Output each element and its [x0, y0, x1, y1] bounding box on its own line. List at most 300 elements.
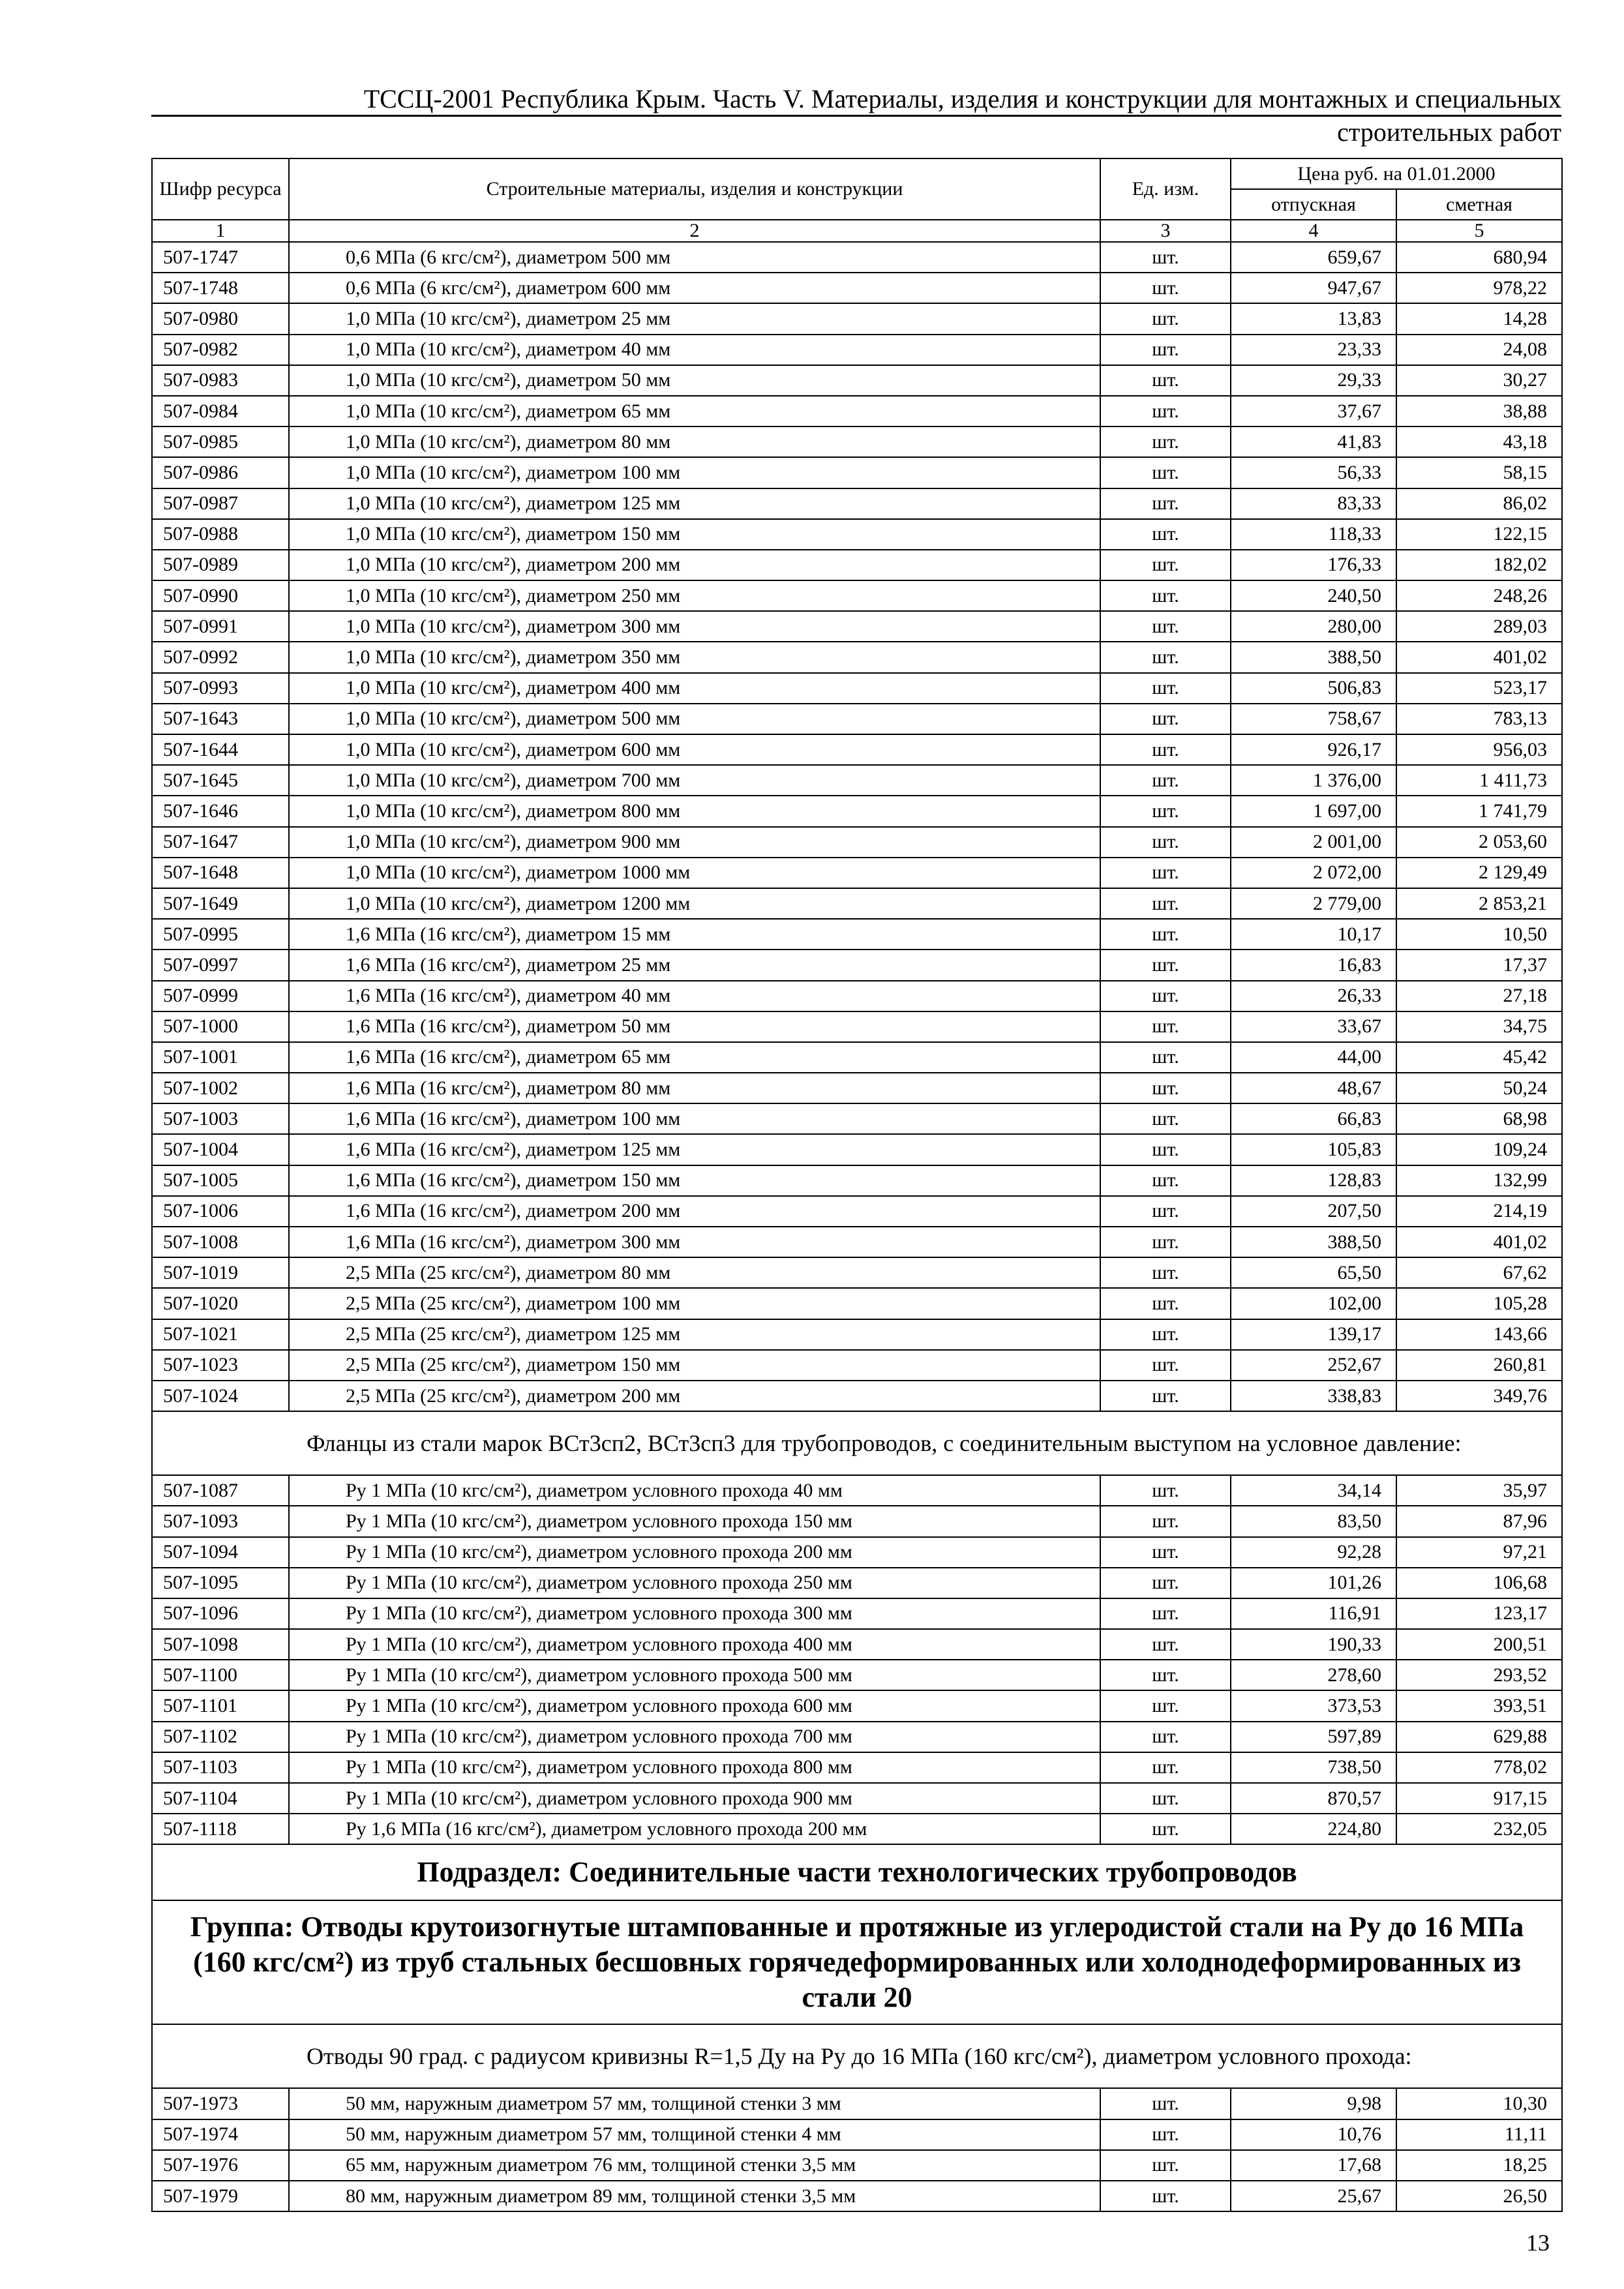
unit: шт.: [1100, 1134, 1231, 1165]
material-name: 1,6 МПа (16 кгс/см²), диаметром 100 мм: [289, 1103, 1100, 1134]
release-price: 29,33: [1231, 365, 1396, 396]
unit: шт.: [1100, 1598, 1231, 1629]
release-price: 926,17: [1231, 734, 1396, 765]
resource-code: 507-1748: [152, 273, 289, 303]
resource-code: 507-1093: [152, 1506, 289, 1536]
release-price: 25,67: [1231, 2181, 1396, 2211]
resource-code: 507-1006: [152, 1196, 289, 1227]
unit: шт.: [1100, 642, 1231, 672]
release-price: 1 376,00: [1231, 765, 1396, 796]
release-price: 101,26: [1231, 1568, 1396, 1598]
estimate-price: 349,76: [1396, 1381, 1562, 1411]
estimate-price: 248,26: [1396, 580, 1562, 611]
resource-code: 507-0991: [152, 611, 289, 642]
material-name: 1,0 МПа (10 кгс/см²), диаметром 800 мм: [289, 796, 1100, 826]
table-row: [152, 396, 1562, 426]
material-name: Ру 1 МПа (10 кгс/см²), диаметром условного прохода 250 мм: [289, 1568, 1100, 1598]
estimate-price: 917,15: [1396, 1783, 1562, 1814]
release-price: 44,00: [1231, 1042, 1396, 1073]
unit: шт.: [1100, 919, 1231, 950]
col-head-code: Шифр ресурса: [152, 158, 289, 220]
estimate-price: 109,24: [1396, 1134, 1562, 1165]
release-price: 102,00: [1231, 1288, 1396, 1319]
resource-code: 507-1645: [152, 765, 289, 796]
unit: шт.: [1100, 1319, 1231, 1350]
estimate-price: 35,97: [1396, 1475, 1562, 1506]
table-row: [152, 2088, 1562, 2119]
table-row: [152, 1350, 1562, 1381]
estimate-price: 123,17: [1396, 1598, 1562, 1629]
unit: шт.: [1100, 611, 1231, 642]
unit: шт.: [1100, 1783, 1231, 1814]
material-name: 1,0 МПа (10 кгс/см²), диаметром 150 мм: [289, 519, 1100, 550]
resource-code: 507-0984: [152, 396, 289, 426]
table-row: [152, 765, 1562, 796]
estimate-price: 143,66: [1396, 1319, 1562, 1350]
material-name: 1,0 МПа (10 кгс/см²), диаметром 900 мм: [289, 827, 1100, 858]
table-row: [152, 888, 1562, 919]
table-row: [152, 1073, 1562, 1103]
table-row: [152, 1568, 1562, 1598]
resource-code: 507-1020: [152, 1288, 289, 1319]
table-row: [152, 242, 1562, 273]
material-name: 1,6 МПа (16 кгс/см²), диаметром 200 мм: [289, 1196, 1100, 1227]
estimate-price: 680,94: [1396, 242, 1562, 273]
table-row: [152, 303, 1562, 334]
release-price: 37,67: [1231, 396, 1396, 426]
release-price: 280,00: [1231, 611, 1396, 642]
table-row: [152, 1722, 1562, 1752]
release-price: 33,67: [1231, 1011, 1396, 1042]
estimate-price: 27,18: [1396, 981, 1562, 1011]
note-flanges: Фланцы из стали марок ВСт3сп2, ВСт3сп3 для трубопроводов, с соединительным выступом на условное давление:: [152, 1411, 1562, 1475]
resource-code: 507-1003: [152, 1103, 289, 1134]
col-head-price: Цена руб. на 01.01.2000: [1231, 158, 1562, 189]
unit: шт.: [1100, 981, 1231, 1011]
unit: шт.: [1100, 396, 1231, 426]
resource-code: 507-0987: [152, 488, 289, 519]
resource-code: 507-1008: [152, 1227, 289, 1257]
table-row: [152, 1227, 1562, 1257]
resource-code: 507-1646: [152, 796, 289, 826]
col-num-1: 1: [152, 220, 289, 242]
resource-code: 507-1101: [152, 1690, 289, 1721]
material-name: 1,6 МПа (16 кгс/см²), диаметром 300 мм: [289, 1227, 1100, 1257]
release-price: 83,50: [1231, 1506, 1396, 1536]
material-name: 1,0 МПа (10 кгс/см²), диаметром 40 мм: [289, 335, 1100, 365]
resource-code: 507-0983: [152, 365, 289, 396]
material-name: Ру 1 МПа (10 кгс/см²), диаметром условного прохода 800 мм: [289, 1752, 1100, 1783]
estimate-price: 106,68: [1396, 1568, 1562, 1598]
material-name: 1,6 МПа (16 кгс/см²), диаметром 25 мм: [289, 950, 1100, 980]
material-name: 1,0 МПа (10 кгс/см²), диаметром 1200 мм: [289, 888, 1100, 919]
material-name: 1,6 МПа (16 кгс/см²), диаметром 50 мм: [289, 1011, 1100, 1042]
estimate-price: 182,02: [1396, 550, 1562, 580]
table-headings: [152, 1844, 1562, 2088]
estimate-price: 68,98: [1396, 1103, 1562, 1134]
resource-code: 507-1100: [152, 1660, 289, 1690]
estimate-price: 58,15: [1396, 457, 1562, 488]
material-name: 1,0 МПа (10 кгс/см²), диаметром 500 мм: [289, 704, 1100, 734]
col-num-3: 3: [1100, 220, 1231, 242]
release-price: 207,50: [1231, 1196, 1396, 1227]
resource-code: 507-1747: [152, 242, 289, 273]
table-row: [152, 365, 1562, 396]
release-price: 9,98: [1231, 2088, 1396, 2119]
resource-code: 507-1002: [152, 1073, 289, 1103]
resource-code: 507-1974: [152, 2119, 289, 2150]
material-name: 80 мм, наружным диаметром 89 мм, толщиной стенки 3,5 мм: [289, 2181, 1100, 2211]
table-row: [152, 1103, 1562, 1134]
release-price: 17,68: [1231, 2150, 1396, 2181]
material-name: 0,6 МПа (6 кгс/см²), диаметром 500 мм: [289, 242, 1100, 273]
unit: шт.: [1100, 1196, 1231, 1227]
release-price: 224,80: [1231, 1814, 1396, 1844]
table-row: [152, 1506, 1562, 1536]
col-head-estimate: сметная: [1396, 189, 1562, 220]
material-name: 50 мм, наружным диаметром 57 мм, толщиной стенки 3 мм: [289, 2088, 1100, 2119]
table-row: [152, 673, 1562, 704]
resource-code: 507-1095: [152, 1568, 289, 1598]
resource-code: 507-0999: [152, 981, 289, 1011]
estimate-price: 43,18: [1396, 426, 1562, 457]
unit: шт.: [1100, 1288, 1231, 1319]
table-section-1: [152, 242, 1562, 1411]
material-name: Ру 1 МПа (10 кгс/см²), диаметром условного прохода 150 мм: [289, 1506, 1100, 1536]
material-name: 1,6 МПа (16 кгс/см²), диаметром 150 мм: [289, 1165, 1100, 1196]
material-name: 1,6 МПа (16 кгс/см²), диаметром 65 мм: [289, 1042, 1100, 1073]
page-header: [151, 83, 1561, 148]
material-name: 2,5 МПа (25 кгс/см²), диаметром 200 мм: [289, 1381, 1100, 1411]
estimate-price: 1 411,73: [1396, 765, 1562, 796]
unit: шт.: [1100, 1752, 1231, 1783]
material-name: 2,5 МПа (25 кгс/см²), диаметром 150 мм: [289, 1350, 1100, 1381]
table-row: [152, 580, 1562, 611]
release-price: 659,67: [1231, 242, 1396, 273]
release-price: 252,67: [1231, 1350, 1396, 1381]
material-name: 1,0 МПа (10 кгс/см²), диаметром 600 мм: [289, 734, 1100, 765]
estimate-price: 11,11: [1396, 2119, 1562, 2150]
release-price: 506,83: [1231, 673, 1396, 704]
unit: шт.: [1100, 1537, 1231, 1568]
material-name: Ру 1 МПа (10 кгс/см²), диаметром условного прохода 600 мм: [289, 1690, 1100, 1721]
estimate-price: 10,30: [1396, 2088, 1562, 2119]
col-num-2: 2: [289, 220, 1100, 242]
resource-code: 507-0989: [152, 550, 289, 580]
unit: шт.: [1100, 1568, 1231, 1598]
unit: шт.: [1100, 796, 1231, 826]
table-row: [152, 1011, 1562, 1042]
material-name: Ру 1,6 МПа (16 кгс/см²), диаметром условного прохода 200 мм: [289, 1814, 1100, 1844]
resource-code: 507-1648: [152, 858, 289, 888]
table-row: [152, 827, 1562, 858]
resource-code: 507-1024: [152, 1381, 289, 1411]
table-row: [152, 273, 1562, 303]
unit: шт.: [1100, 365, 1231, 396]
material-name: 0,6 МПа (6 кгс/см²), диаметром 600 мм: [289, 273, 1100, 303]
release-price: 10,76: [1231, 2119, 1396, 2150]
unit: шт.: [1100, 1103, 1231, 1134]
estimate-price: 783,13: [1396, 704, 1562, 734]
unit: шт.: [1100, 1011, 1231, 1042]
unit: шт.: [1100, 1257, 1231, 1288]
estimate-price: 200,51: [1396, 1629, 1562, 1660]
table-row: [152, 796, 1562, 826]
estimate-price: 214,19: [1396, 1196, 1562, 1227]
resource-code: 507-0997: [152, 950, 289, 980]
release-price: 139,17: [1231, 1319, 1396, 1350]
resource-code: 507-1649: [152, 888, 289, 919]
col-num-5: 5: [1396, 220, 1562, 242]
unit: шт.: [1100, 242, 1231, 273]
release-price: 947,67: [1231, 273, 1396, 303]
table-row: [152, 1537, 1562, 1568]
header-line-1: ТССЦ-2001 Республика Крым. Часть V. Материалы, изделия и конструкции для монтажных и специальных: [363, 84, 1561, 113]
unit: шт.: [1100, 1073, 1231, 1103]
material-name: 2,5 МПа (25 кгс/см²), диаметром 125 мм: [289, 1319, 1100, 1350]
estimate-price: 97,21: [1396, 1537, 1562, 1568]
resource-code: 507-1023: [152, 1350, 289, 1381]
resource-code: 507-1000: [152, 1011, 289, 1042]
release-price: 23,33: [1231, 335, 1396, 365]
material-name: 1,0 МПа (10 кгс/см²), диаметром 250 мм: [289, 580, 1100, 611]
table-section-2: [152, 1475, 1562, 1844]
release-price: 105,83: [1231, 1134, 1396, 1165]
estimate-price: 978,22: [1396, 273, 1562, 303]
unit: шт.: [1100, 888, 1231, 919]
release-price: 41,83: [1231, 426, 1396, 457]
release-price: 278,60: [1231, 1660, 1396, 1690]
resource-code: 507-1976: [152, 2150, 289, 2181]
resource-code: 507-0986: [152, 457, 289, 488]
resource-code: 507-1096: [152, 1598, 289, 1629]
release-price: 13,83: [1231, 303, 1396, 334]
table-row: [152, 919, 1562, 950]
unit: шт.: [1100, 457, 1231, 488]
release-price: 758,67: [1231, 704, 1396, 734]
resource-code: 507-1001: [152, 1042, 289, 1073]
table-row: [152, 1690, 1562, 1721]
estimate-price: 50,24: [1396, 1073, 1562, 1103]
release-price: 1 697,00: [1231, 796, 1396, 826]
resource-code: 507-1021: [152, 1319, 289, 1350]
estimate-price: 401,02: [1396, 1227, 1562, 1257]
estimate-price: 956,03: [1396, 734, 1562, 765]
estimate-price: 232,05: [1396, 1814, 1562, 1844]
resource-code: 507-0988: [152, 519, 289, 550]
resource-code: 507-1979: [152, 2181, 289, 2211]
release-price: 240,50: [1231, 580, 1396, 611]
unit: шт.: [1100, 2119, 1231, 2150]
material-name: 1,0 МПа (10 кгс/см²), диаметром 80 мм: [289, 426, 1100, 457]
material-name: 1,0 МПа (10 кгс/см²), диаметром 50 мм: [289, 365, 1100, 396]
resource-code: 507-0990: [152, 580, 289, 611]
estimate-price: 26,50: [1396, 2181, 1562, 2211]
estimate-price: 2 053,60: [1396, 827, 1562, 858]
table-row: [152, 550, 1562, 580]
material-name: 1,6 МПа (16 кгс/см²), диаметром 15 мм: [289, 919, 1100, 950]
estimate-price: 260,81: [1396, 1350, 1562, 1381]
estimate-price: 30,27: [1396, 365, 1562, 396]
material-name: 1,0 МПа (10 кгс/см²), диаметром 25 мм: [289, 303, 1100, 334]
release-price: 2 072,00: [1231, 858, 1396, 888]
estimate-price: 778,02: [1396, 1752, 1562, 1783]
release-price: 2 001,00: [1231, 827, 1396, 858]
estimate-price: 45,42: [1396, 1042, 1562, 1073]
table-row: [152, 950, 1562, 980]
table-row: [152, 1257, 1562, 1288]
estimate-price: 132,99: [1396, 1165, 1562, 1196]
table-row: [152, 2150, 1562, 2181]
table-note-1: [152, 1411, 1562, 1475]
estimate-price: 24,08: [1396, 335, 1562, 365]
material-name: Ру 1 МПа (10 кгс/см²), диаметром условного прохода 40 мм: [289, 1475, 1100, 1506]
unit: шт.: [1100, 1629, 1231, 1660]
table-row: [152, 611, 1562, 642]
unit: шт.: [1100, 303, 1231, 334]
material-name: 65 мм, наружным диаметром 76 мм, толщиной стенки 3,5 мм: [289, 2150, 1100, 2181]
col-head-name: Строительные материалы, изделия и конструкции: [289, 158, 1100, 220]
table-row: [152, 2181, 1562, 2211]
material-name: 1,6 МПа (16 кгс/см²), диаметром 80 мм: [289, 1073, 1100, 1103]
resource-code: 507-1643: [152, 704, 289, 734]
material-name: Ру 1 МПа (10 кгс/см²), диаметром условного прохода 400 мм: [289, 1629, 1100, 1660]
release-price: 190,33: [1231, 1629, 1396, 1660]
unit: шт.: [1100, 580, 1231, 611]
resource-code: 507-1004: [152, 1134, 289, 1165]
release-price: 388,50: [1231, 1227, 1396, 1257]
resource-code: 507-1019: [152, 1257, 289, 1288]
page-number: 13: [1526, 2230, 1550, 2256]
release-price: 48,67: [1231, 1073, 1396, 1103]
release-price: 83,33: [1231, 488, 1396, 519]
col-head-unit: Ед. изм.: [1100, 158, 1231, 220]
unit: шт.: [1100, 1660, 1231, 1690]
unit: шт.: [1100, 858, 1231, 888]
material-name: 1,0 МПа (10 кгс/см²), диаметром 350 мм: [289, 642, 1100, 672]
resource-code: 507-0993: [152, 673, 289, 704]
col-num-4: 4: [1231, 220, 1396, 242]
unit: шт.: [1100, 488, 1231, 519]
table-row: [152, 858, 1562, 888]
estimate-price: 87,96: [1396, 1506, 1562, 1536]
material-name: Ру 1 МПа (10 кгс/см²), диаметром условного прохода 200 мм: [289, 1537, 1100, 1568]
resource-code: 507-1102: [152, 1722, 289, 1752]
table-row: [152, 1042, 1562, 1073]
material-name: 1,0 МПа (10 кгс/см²), диаметром 400 мм: [289, 673, 1100, 704]
resource-code: 507-1098: [152, 1629, 289, 1660]
unit: шт.: [1100, 1165, 1231, 1196]
estimate-price: 38,88: [1396, 396, 1562, 426]
table-row: [152, 734, 1562, 765]
estimate-price: 122,15: [1396, 519, 1562, 550]
release-price: 870,57: [1231, 1783, 1396, 1814]
unit: шт.: [1100, 673, 1231, 704]
material-name: 50 мм, наружным диаметром 57 мм, толщиной стенки 4 мм: [289, 2119, 1100, 2150]
unit: шт.: [1100, 1042, 1231, 1073]
estimate-price: 2 853,21: [1396, 888, 1562, 919]
estimate-price: 1 741,79: [1396, 796, 1562, 826]
resource-code: 507-1005: [152, 1165, 289, 1196]
release-price: 338,83: [1231, 1381, 1396, 1411]
table-row: [152, 1660, 1562, 1690]
release-price: 118,33: [1231, 519, 1396, 550]
unit: шт.: [1100, 765, 1231, 796]
release-price: 597,89: [1231, 1722, 1396, 1752]
unit: шт.: [1100, 426, 1231, 457]
release-price: 176,33: [1231, 550, 1396, 580]
resource-code: 507-0982: [152, 335, 289, 365]
release-price: 128,83: [1231, 1165, 1396, 1196]
table-row: [152, 1288, 1562, 1319]
resource-code: 507-1094: [152, 1537, 289, 1568]
material-name: 2,5 МПа (25 кгс/см²), диаметром 100 мм: [289, 1288, 1100, 1319]
release-price: 388,50: [1231, 642, 1396, 672]
estimate-price: 17,37: [1396, 950, 1562, 980]
table-row: [152, 519, 1562, 550]
table-row: [152, 1598, 1562, 1629]
estimate-price: 18,25: [1396, 2150, 1562, 2181]
material-name: 1,0 МПа (10 кгс/см²), диаметром 700 мм: [289, 765, 1100, 796]
table-row: [152, 2119, 1562, 2150]
estimate-price: 67,62: [1396, 1257, 1562, 1288]
table-row: [152, 981, 1562, 1011]
resource-code: 507-1644: [152, 734, 289, 765]
unit: шт.: [1100, 1350, 1231, 1381]
material-name: Ру 1 МПа (10 кгс/см²), диаметром условного прохода 500 мм: [289, 1660, 1100, 1690]
estimate-price: 105,28: [1396, 1288, 1562, 1319]
table-row: [152, 1752, 1562, 1783]
unit: шт.: [1100, 1475, 1231, 1506]
resource-code: 507-1087: [152, 1475, 289, 1506]
unit: шт.: [1100, 950, 1231, 980]
table-row: [152, 1475, 1562, 1506]
unit: шт.: [1100, 335, 1231, 365]
release-price: 373,53: [1231, 1690, 1396, 1721]
release-price: 92,28: [1231, 1537, 1396, 1568]
release-price: 56,33: [1231, 457, 1396, 488]
unit: шт.: [1100, 827, 1231, 858]
material-name: 2,5 МПа (25 кгс/см²), диаметром 80 мм: [289, 1257, 1100, 1288]
resource-code: 507-0992: [152, 642, 289, 672]
table-row: [152, 426, 1562, 457]
unit: шт.: [1100, 1506, 1231, 1536]
price-table: [151, 158, 1563, 2212]
unit: шт.: [1100, 273, 1231, 303]
estimate-price: 629,88: [1396, 1722, 1562, 1752]
resource-code: 507-0985: [152, 426, 289, 457]
resource-code: 507-1647: [152, 827, 289, 858]
table-row: [152, 1814, 1562, 1844]
table-row: [152, 1783, 1562, 1814]
release-price: 26,33: [1231, 981, 1396, 1011]
unit: шт.: [1100, 1814, 1231, 1844]
unit: шт.: [1100, 2150, 1231, 2181]
header-line-2: строительных работ: [151, 115, 1561, 148]
estimate-price: 401,02: [1396, 642, 1562, 672]
resource-code: 507-0995: [152, 919, 289, 950]
material-name: 1,0 МПа (10 кгс/см²), диаметром 65 мм: [289, 396, 1100, 426]
material-name: Ру 1 МПа (10 кгс/см²), диаметром условного прохода 300 мм: [289, 1598, 1100, 1629]
table-row: [152, 488, 1562, 519]
unit: шт.: [1100, 519, 1231, 550]
table-row: [152, 1134, 1562, 1165]
estimate-price: 393,51: [1396, 1690, 1562, 1721]
release-price: 2 779,00: [1231, 888, 1396, 919]
release-price: 738,50: [1231, 1752, 1396, 1783]
group-title: Группа: Отводы крутоизогнутые штампованные и протяжные из углеродистой стали на Ру до 16 МПа (160 кгс/см²) из труб стальных бесшовных горячедеформированных или холоднодеформированных из стали 20: [152, 1900, 1562, 2024]
table-section-3: [152, 2088, 1562, 2211]
